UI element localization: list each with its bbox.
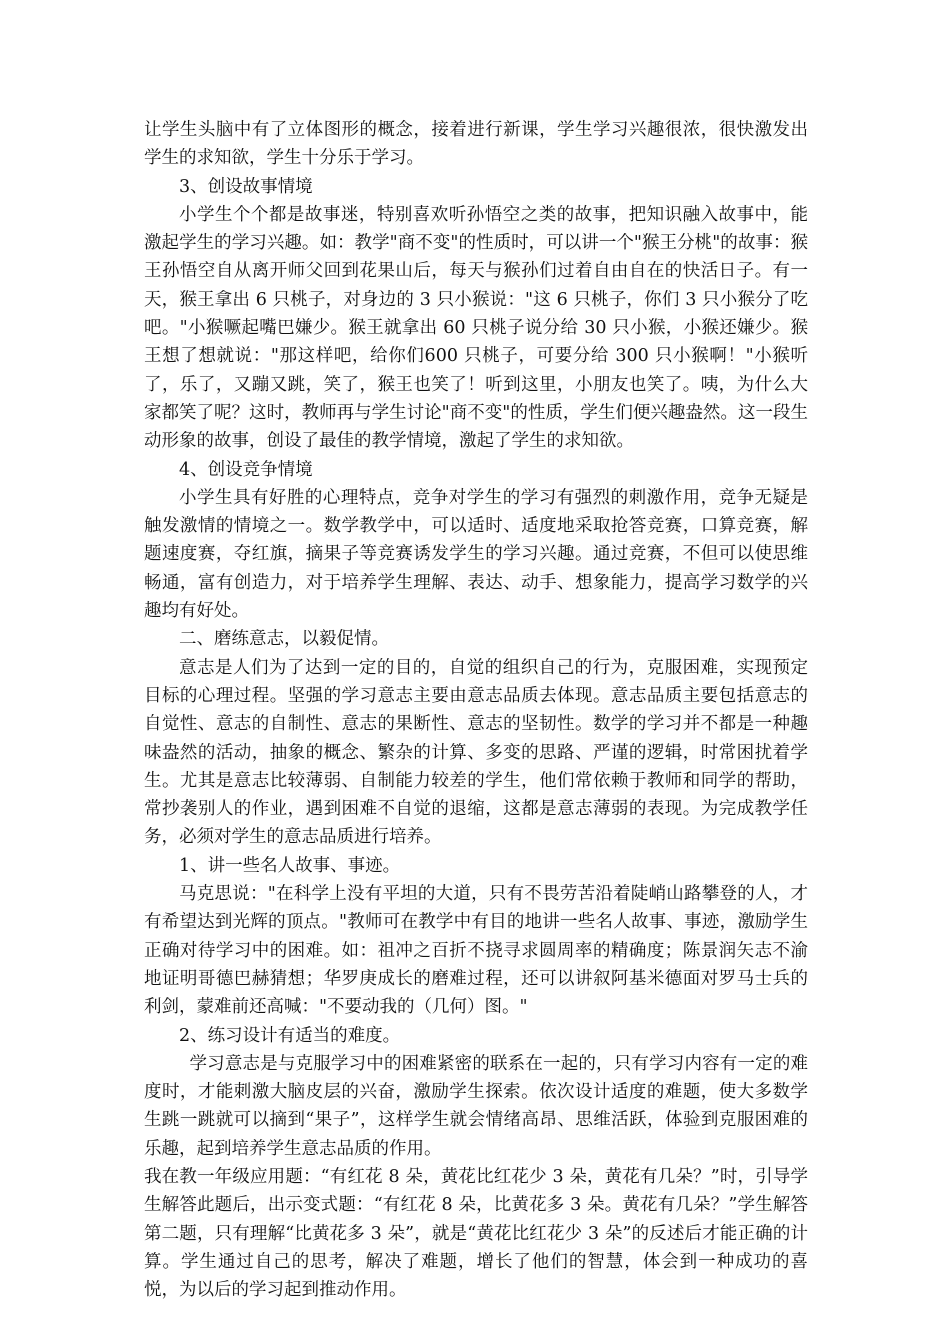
paragraph-competition: 小学生具有好胜的心理特点，竞争对学生的学习有强烈的刺激作用，竞争无疑是触发激情的情境之一。数学教学中，可以适时、适度地采取抢答竞赛，口算竞赛，解题速度赛，夺红旗，摘果子等竞赛诱发学生的学习兴趣。通过竞赛，不但可以使思维畅通，富有创造力，对于培养学生理解、表达、动手、想象能力，提高学习数学的兴趣均有好处。 (144, 487, 808, 622)
heading-willpower: 二、磨练意志，以毅促情。 (179, 629, 389, 650)
heading-competition-situation: 4、创设竞争情境 (179, 459, 313, 480)
heading-famous-stories: 1、讲一些名人故事、事迹。 (179, 855, 401, 876)
paragraph-famous-stories: 马克思说："在科学上没有平坦的大道，只有不畏劳苦沿着陡峭山路攀登的人，才有希望达到光辉的顶点。"教师可在教学中有目的地讲一些名人故事、事迹，激励学生正确对待学习中的困难。如：祖冲之百折不挠寻求圆周率的精确度；陈景润矢志不渝地证明哥德巴赫猜想；华罗庚成长的磨难过程，还可以讲叙阿基米德面对罗马士兵的利剑，蒙难前还高喊："不要动我的（几何）图。" (144, 884, 808, 1018)
paragraph-exercise-difficulty: 学习意志是与克服学习中的困难紧密的联系在一起的，只有学习内容有一定的难度时，才能刺激大脑皮层的兴奋，激励学生探索。依次设计适度的难题，使大多数学生跳一跳就可以摘到“果子”，这样学生就会情绪高昂、思维活跃，体验到克服困难的乐趣，起到培养学生意志品质的作用。 (144, 1053, 808, 1159)
paragraph-intro-continued: 让学生头脑中有了立体图形的概念，接着进行新课，学生学习兴趣很浓，很快激发出学生的求知欲，学生十分乐于学习。 (144, 120, 808, 169)
heading-exercise-difficulty: 2、练习设计有适当的难度。 (179, 1025, 401, 1046)
heading-story-situation: 3、创设故事情境 (179, 176, 313, 197)
document-body (144, 116, 808, 1304)
paragraph-example: 我在教一年级应用题：“有红花 8 朵，黄花比红花少 3 朵，黄花有几朵？”时，引导学生解答此题后，出示变式题：“有红花 8 朵，比黄花多 3 朵。黄花有几朵？”学生解答第二题，只有理解“比黄花多 3 朵”，就是“黄花比红花少 3 朵”的反述后才能正确的计算。学生通过自己的思考，解决了难题，增长了他们的智慧，体会到一种成功的喜悦，为以后的学习起到推动作用。 (144, 1166, 808, 1301)
paragraph-story: 小学生个个都是故事迷，特别喜欢听孙悟空之类的故事，把知识融入故事中，能激起学生的学习兴趣。如：教学"商不变"的性质时，可以讲一个"猴王分桃"的故事：猴王孙悟空自从离开师父回到花果山后，每天与猴孙们过着自由自在的快活日子。有一天，猴王拿出 6 只桃子，对身边的 3 只小猴说："这 6 只桃子，你们 3 只小猴分了吃吧。"小猴噘起嘴巴嫌少。猴王就拿出 60 只桃子说分给 30 只小猴，小猴还嫌少。猴王想了想就说："那这样吧，给你们600 只桃子，可要分给 300 只小猴啊！"小猴听了，乐了，又蹦又跳，笑了，猴王也笑了！听到这里，小朋友也笑了。咦，为什么大家都笑了呢？这时，教师再与学生讨论"商不变"的性质，学生们便兴趣盎然。这一段生动形象的故事，创设了最佳的教学情境，激起了学生的求知欲。 (144, 204, 808, 452)
paragraph-willpower: 意志是人们为了达到一定的目的，自觉的组织自己的行为，克服困难，实现预定目标的心理过程。坚强的学习意志主要由意志品质去体现。意志品质主要包括意志的自觉性、意志的自制性、意志的果断性、意志的坚韧性。数学的学习并不都是一种趣味盎然的活动，抽象的概念、繁杂的计算、多变的思路、严谨的逻辑，时常困扰着学生。尤其是意志比较薄弱、自制能力较差的学生，他们常依赖于教师和同学的帮助，常抄袭别人的作业，遇到困难不自觉的退缩，这都是意志薄弱的表现。为完成教学任务，必须对学生的意志品质进行培养。 (144, 657, 808, 848)
